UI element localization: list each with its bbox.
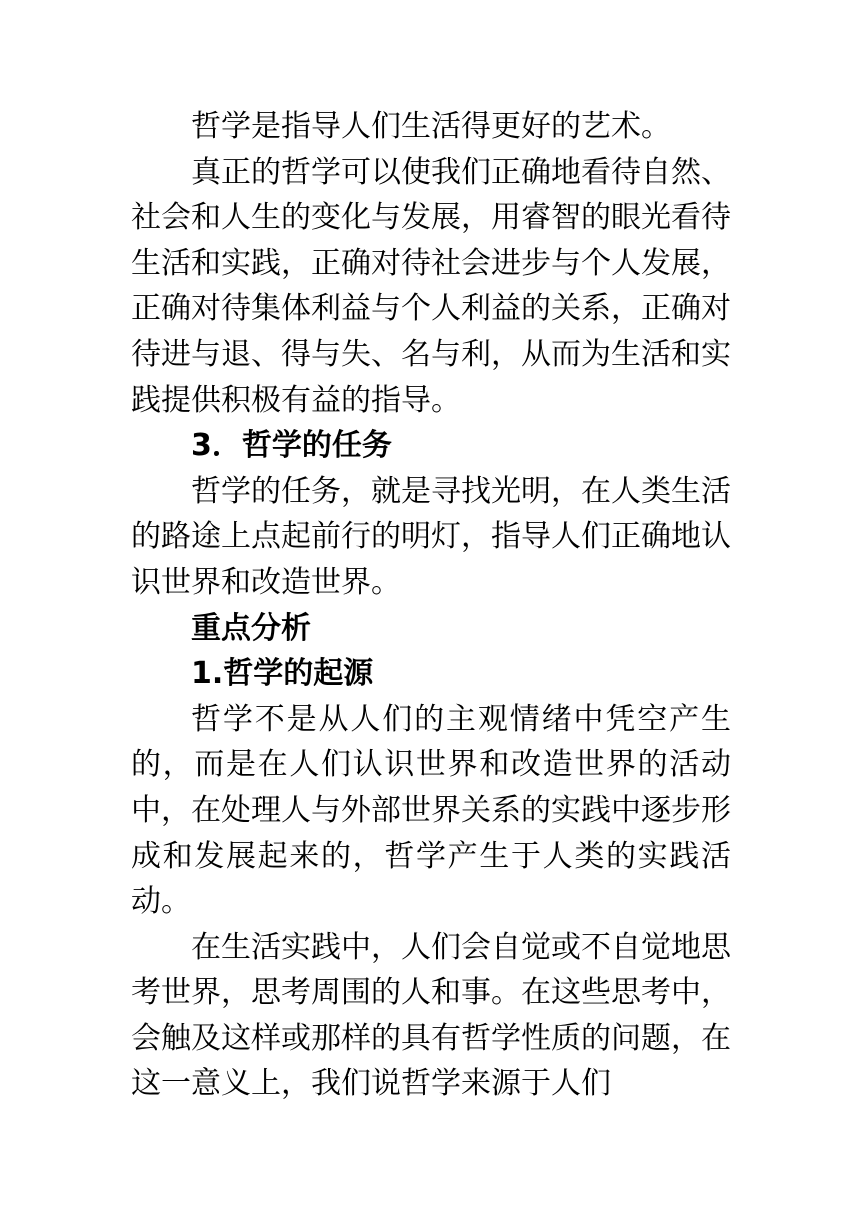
heading-origin-of-philosophy: 1.哲学的起源 — [191, 656, 374, 692]
paragraph-origin-of-philosophy: 哲学不是从人们的主观情绪中凭空产生的，而是在人们认识世界和改造世界的活动中，在处理人与外部世界关系的实践中逐步形成和发展起来的，哲学产生于人类的实践活动。 — [131, 701, 731, 920]
paragraph-true-philosophy: 真正的哲学可以使我们正确地看待自然、社会和人生的变化与发展，用睿智的眼光看待生活和实践，正确对待社会进步与个人发展，正确对待集体利益与个人利益的关系，正确对待进与退、得与失、名与利，从而为生活和实践提供积极有益的指导。 — [131, 154, 731, 418]
paragraph-philosophy-task: 哲学的任务，就是寻找光明，在人类生活的路途上点起前行的明灯，指导人们正确地认识世界和改造世界。 — [131, 473, 731, 600]
paragraph-life-practice: 在生活实践中，人们会自觉或不自觉地思考世界，思考周围的人和事。在这些思考中，会触及这样或那样的具有哲学性质的问题，在这一意义上，我们说哲学来源于人们 — [131, 929, 731, 1102]
document-body — [131, 104, 731, 1107]
heading-key-analysis: 重点分析 — [191, 610, 311, 646]
paragraph-art-of-living: 哲学是指导人们生活得更好的艺术。 — [191, 109, 671, 144]
heading-philosophy-task: 3．哲学的任务 — [191, 428, 392, 464]
